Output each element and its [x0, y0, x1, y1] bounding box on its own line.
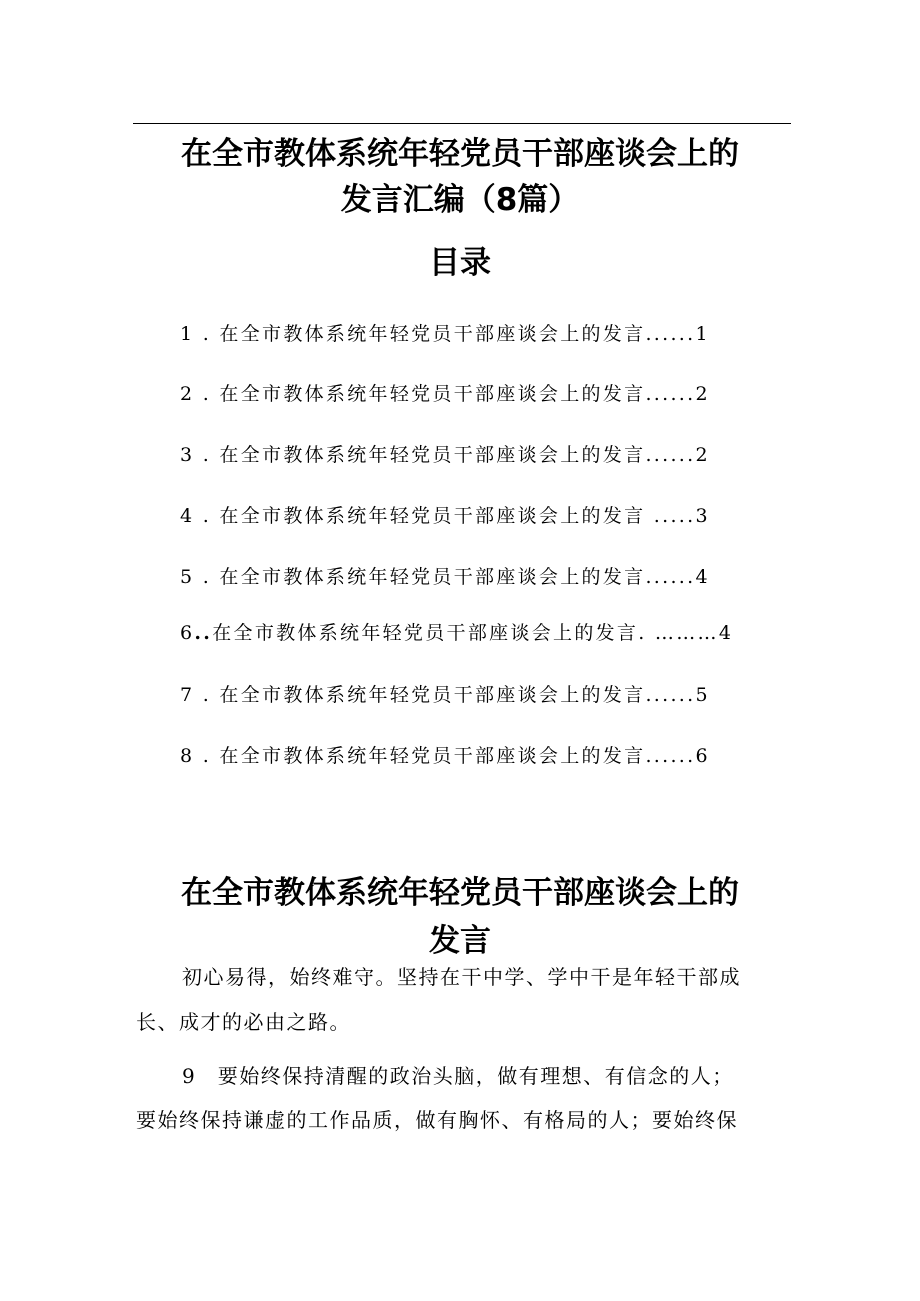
toc-item-text: 在全市教体系统年轻党员干部座谈会上的发言	[219, 383, 646, 405]
section-title-line-2: 发言	[429, 922, 491, 959]
toc-item-leader: ......	[645, 323, 696, 345]
toc-item-page: 1	[695, 323, 710, 345]
toc-item-separator: .	[194, 444, 220, 466]
toc-item-number: 8	[180, 745, 195, 767]
toc-item-separator: .	[194, 566, 220, 588]
toc-item-page: 4	[718, 622, 734, 644]
toc-item-page: 6	[695, 745, 710, 767]
toc-item[interactable]	[180, 504, 800, 528]
toc-item-page: 5	[695, 684, 710, 706]
toc-item-leader: ......	[645, 444, 696, 466]
toc-item[interactable]	[180, 322, 800, 346]
toc-item[interactable]	[180, 683, 800, 707]
toc-item-page: 4	[695, 566, 710, 588]
toc-item-separator: ..	[194, 622, 213, 644]
toc-item-leader: ......	[645, 383, 696, 405]
toc-item-number: 2	[180, 383, 195, 405]
toc-item-number: 1	[180, 323, 195, 345]
toc-item-separator: .	[194, 505, 220, 527]
toc-item[interactable]	[180, 621, 800, 645]
toc-item-leader: ......	[645, 684, 696, 706]
toc-item-text: 在全市教体系统年轻党员干部座谈会上的发言	[212, 622, 639, 644]
toc-item-number: 7	[180, 684, 195, 706]
toc-item-page: 2	[695, 444, 710, 466]
toc-item-separator: .	[194, 323, 220, 345]
toc-item[interactable]	[180, 565, 800, 589]
toc-item-leader: . ………	[638, 622, 719, 644]
toc-item-number: 4	[180, 505, 195, 527]
toc-item-leader: ......	[645, 566, 696, 588]
toc-item-leader: .....	[645, 505, 696, 527]
toc-item[interactable]	[180, 744, 800, 768]
toc-item-text: 在全市教体系统年轻党员干部座谈会上的发言	[219, 745, 646, 767]
document-title-line-1: 在全市教体系统年轻党员干部座谈会上的	[181, 136, 739, 172]
toc-item-separator: .	[194, 684, 220, 706]
paragraph-line: 9 要始终保持清醒的政治头脑，做有理想、有信念的人；	[182, 1064, 734, 1088]
toc-item-separator: .	[194, 383, 220, 405]
toc-item-separator: .	[194, 745, 220, 767]
toc-item-text: 在全市教体系统年轻党员干部座谈会上的发言	[219, 505, 646, 527]
paragraph-line: 要始终保持谦虚的工作品质，做有胸怀、有格局的人；要始终保	[136, 1108, 738, 1132]
toc-item-page: 3	[695, 505, 710, 527]
document-title-line-2: 发言汇编（8篇）	[340, 182, 580, 218]
toc-item-page: 2	[695, 383, 710, 405]
toc-item[interactable]	[180, 382, 800, 406]
toc-item[interactable]	[180, 443, 800, 467]
toc-item-number: 6	[180, 622, 195, 644]
toc-item-text: 在全市教体系统年轻党员干部座谈会上的发言	[219, 684, 646, 706]
toc-item-text: 在全市教体系统年轻党员干部座谈会上的发言	[219, 566, 646, 588]
toc-item-number: 3	[180, 444, 195, 466]
paragraph-line: 长、成才的必由之路。	[136, 1010, 351, 1034]
toc-item-text: 在全市教体系统年轻党员干部座谈会上的发言	[219, 444, 646, 466]
paragraph-line: 初心易得，始终难守。坚持在干中学、学中干是年轻干部成	[182, 965, 741, 989]
toc-item-number: 5	[180, 566, 195, 588]
toc-item-text: 在全市教体系统年轻党员干部座谈会上的发言	[219, 323, 646, 345]
toc-heading: 目录	[429, 245, 491, 281]
section-title-line-1: 在全市教体系统年轻党员干部座谈会上的	[181, 874, 739, 911]
toc-item-leader: ......	[645, 745, 696, 767]
